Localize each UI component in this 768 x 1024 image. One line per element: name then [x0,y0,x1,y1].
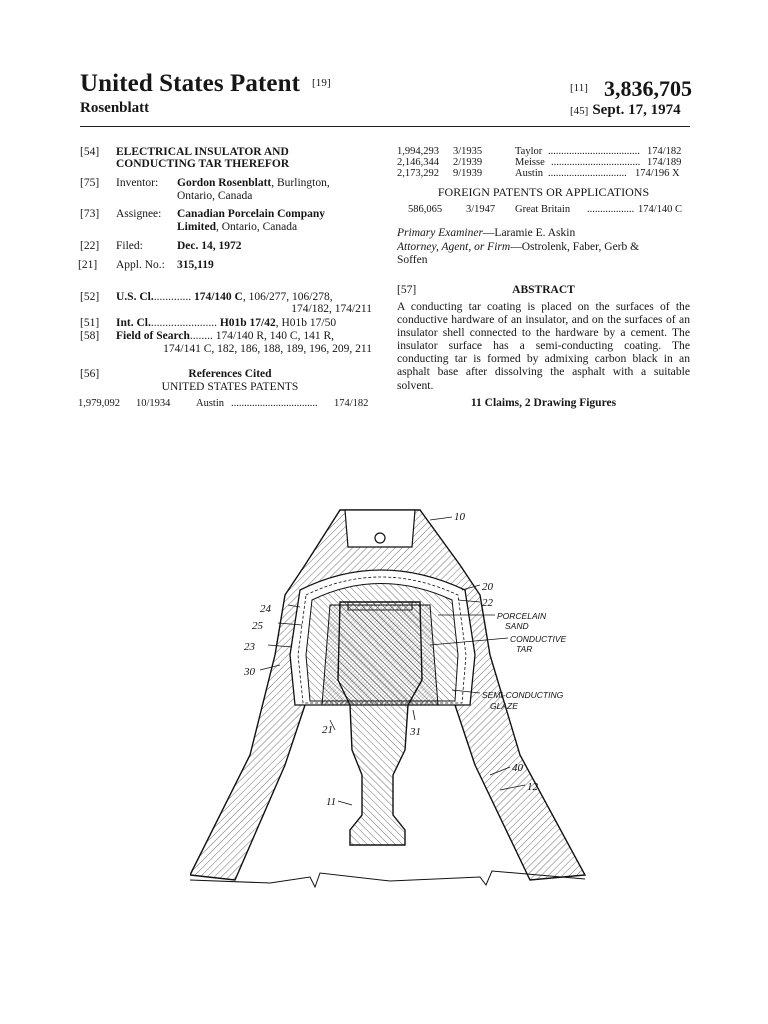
inventor-surname: Rosenblatt [80,100,150,116]
bibliographic-fields: [54] ELECTRICAL INSULATOR AND CONDUCTING TAR THEREFOR [75] Inventor: Gordon Rosenblatt, Burlington, Ontario, Canada [73] Assignee: Canadian Porcelain Company Limited, Ontario, Canada [22] Filed: Dec. 14, 1972 [80,146,330,252]
foreign-patents-heading: FOREIGN PATENTS OR APPLICATIONS [437,185,650,199]
filed-date: Dec. 14, 1972 [177,240,242,252]
label-30: 30 [244,666,255,678]
primary-examiner: Primary Examiner—Laramie E. Askin [397,227,576,239]
insulator-drawing [190,505,590,905]
attorney: Attorney, Agent, or Firm—Ostrolenk, Faber, Gerb & [397,241,640,253]
abstract-text: A conducting tar coating is placed on the surfaces of the conductive hardware of an insulator, and on the surfaces of an insulator shell connected to the hardware by a cement. The insulator surface has a semi-conducting coating. The conducting tar is formed by admixing carbon black in an asphalt base after dissolving the asphalt with a suitable solvent. [397,300,690,392]
label-semi-conducting-glaze: SEMI-CONDUCTING [482,690,564,700]
patent-title: United States Patent [19] [80,70,331,97]
svg-text:GLAZE: GLAZE [490,701,518,711]
cap-hole [375,533,385,543]
label-23: 23 [244,641,255,653]
svg-text:SAND: SAND [505,621,529,631]
appl-no-field: [21] Appl. No.: 315,119 [78,259,214,271]
label-conductive-tar: CONDUCTIVE [510,634,567,644]
label-20: 20 [482,581,493,593]
label-40: 40 [512,762,523,774]
header-rule [80,126,690,127]
label-11: 11 [326,796,337,808]
invention-title: ELECTRICAL INSULATOR AND [116,146,289,158]
label-22: 22 [482,597,493,609]
label-25: 25 [252,620,263,632]
title-code: [19] [312,77,331,89]
assignee-name: Canadian Porcelain Company [177,208,326,220]
pin-hardware [338,602,422,845]
label-porcelain-sand: PORCELAIN [497,611,547,621]
label-24: 24 [260,603,271,615]
label-12: 12 [527,781,538,793]
patent-date: [45] Sept. 17, 1974 [570,102,681,118]
classification-fields: [52] U.S. Cl.............. 174/140 C, 106/277, 106/278, 174/182, 174/211 [51] Int. Cl........................ H01b 17/42, H01b 17/50 [58] Field of Search........ 174/140 R, 140 C, 141 R, 174/141 C, 182, 186, 188, 189, 196, 209, 211 [80,291,372,355]
claims-count: 11 Claims, 2 Drawing Figures [470,397,617,409]
label-31: 31 [410,726,421,738]
inventor-name: Gordon Rosenblatt, Burlington, [177,177,330,189]
label-10: 10 [454,511,465,523]
label-21: 21 [322,724,333,736]
svg-text:TAR: TAR [516,644,533,654]
